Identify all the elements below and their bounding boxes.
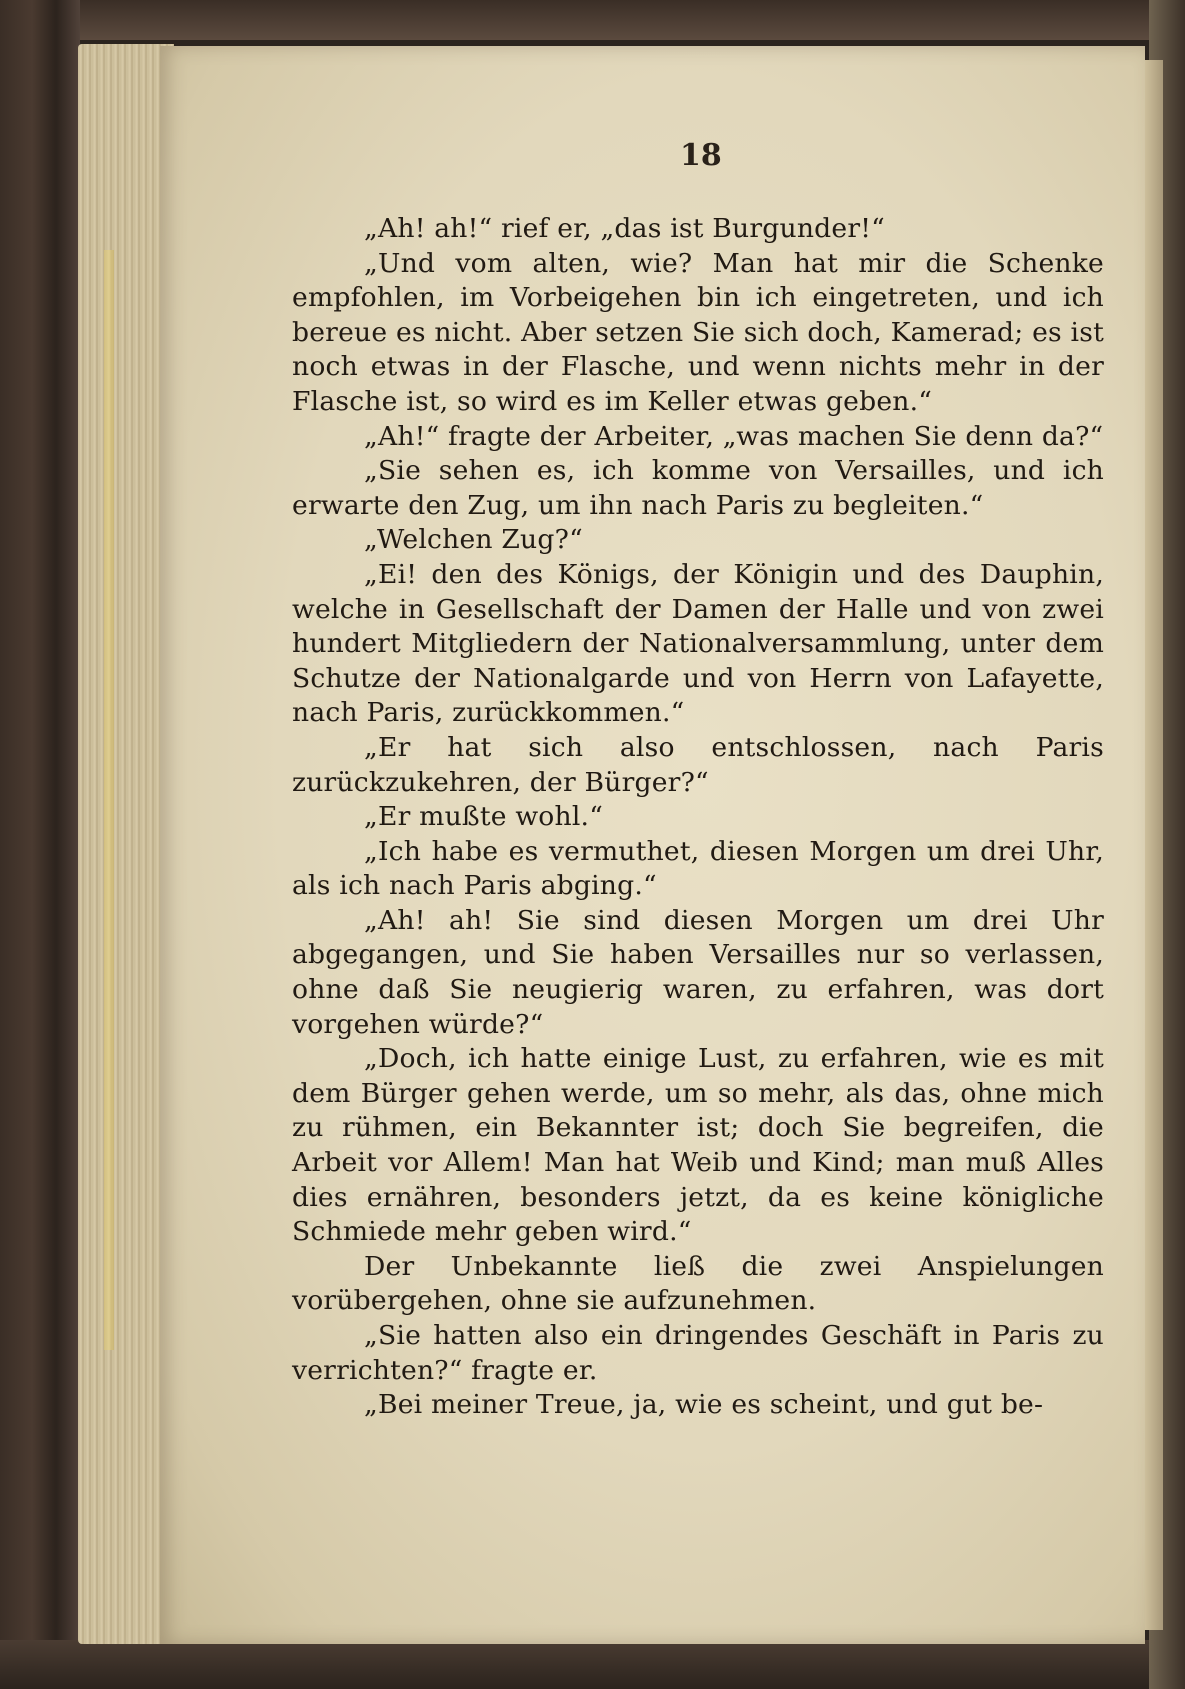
book-binding-bottom [0, 1640, 1185, 1689]
paragraph: „Ah! ah!“ rief er, „das ist Burgunder!“ [364, 213, 885, 244]
paragraph: „Sie hatten also ein dringendes Geschäft in Paris zu verrichten?“ fragte er. [292, 1320, 1104, 1386]
paragraph: „Welchen Zug?“ [364, 524, 583, 556]
paragraph: „Bei meiner Treue, ja, wie es scheint, und gut be- [364, 1389, 1044, 1421]
page-edge-tint [104, 250, 114, 1350]
book-binding-top [0, 0, 1185, 40]
book-binding-left [0, 0, 80, 1689]
paragraph: „Sie sehen es, ich komme von Versailles, und ich erwarte den Zug, um ihn nach Paris zu begleiten.“ [292, 455, 1104, 521]
page-body-text [292, 212, 1104, 1423]
paragraph: „Ei! den des Königs, der Königin und des Dauphin, welche in Gesellschaft der Damen der Halle und von zwei hundert Mitgliedern der Nationalversammlung, unter dem Schutze der Nationalgarde und von Herrn von Lafayette, nach Paris, zurückkommen.“ [292, 558, 1104, 729]
paragraph: „Ich habe es vermuthet, diesen Morgen um drei Uhr, als ich nach Paris abging.“ [292, 835, 1104, 902]
paragraph: „Ah! ah! Sie sind diesen Morgen um drei Uhr abgegangen, und Sie haben Versailles nur so verlassen, ohne daß Sie neugierig waren, zu erfahren, was dort vorgehen würde?“ [292, 904, 1104, 1040]
paragraph: „Ah!“ fragte der Arbeiter, „was machen Sie denn da?“ [364, 420, 1104, 452]
paragraph: „Er hat sich also entschlossen, nach Paris zurückzukehren, der Bürger?“ [292, 731, 1104, 798]
paragraph: „Er mußte wohl.“ [364, 801, 603, 833]
paragraph: „Doch, ich hatte einige Lust, zu erfahren, wie es mit dem Bürger gehen werde, um so mehr, als das, ohne mich zu rühmen, ein Bekannter ist; doch Sie begreifen, die Arbeit vor Allem! Man hat Weib und Kind; man muß Alles dies ernähren, besonders jetzt, da es keine königliche Schmiede mehr geben wird.“ [292, 1043, 1104, 1248]
page-right-edge [1145, 60, 1163, 1630]
paragraph: Der Unbekannte ließ die zwei Anspielungen vorübergehen, ohne sie aufzunehmen. [292, 1250, 1104, 1317]
paragraph: „Und vom alten, wie? Man hat mir die Schenke empfohlen, im Vorbeigehen bin ich eingetreten, und ich bereue es nicht. Aber setzen Sie sich doch, Kamerad; es ist noch etwas in der Flasche, und wenn nichts mehr in der Flasche ist, so wird es im Keller etwas geben.“ [292, 247, 1104, 417]
page-number: 18 [680, 138, 722, 173]
